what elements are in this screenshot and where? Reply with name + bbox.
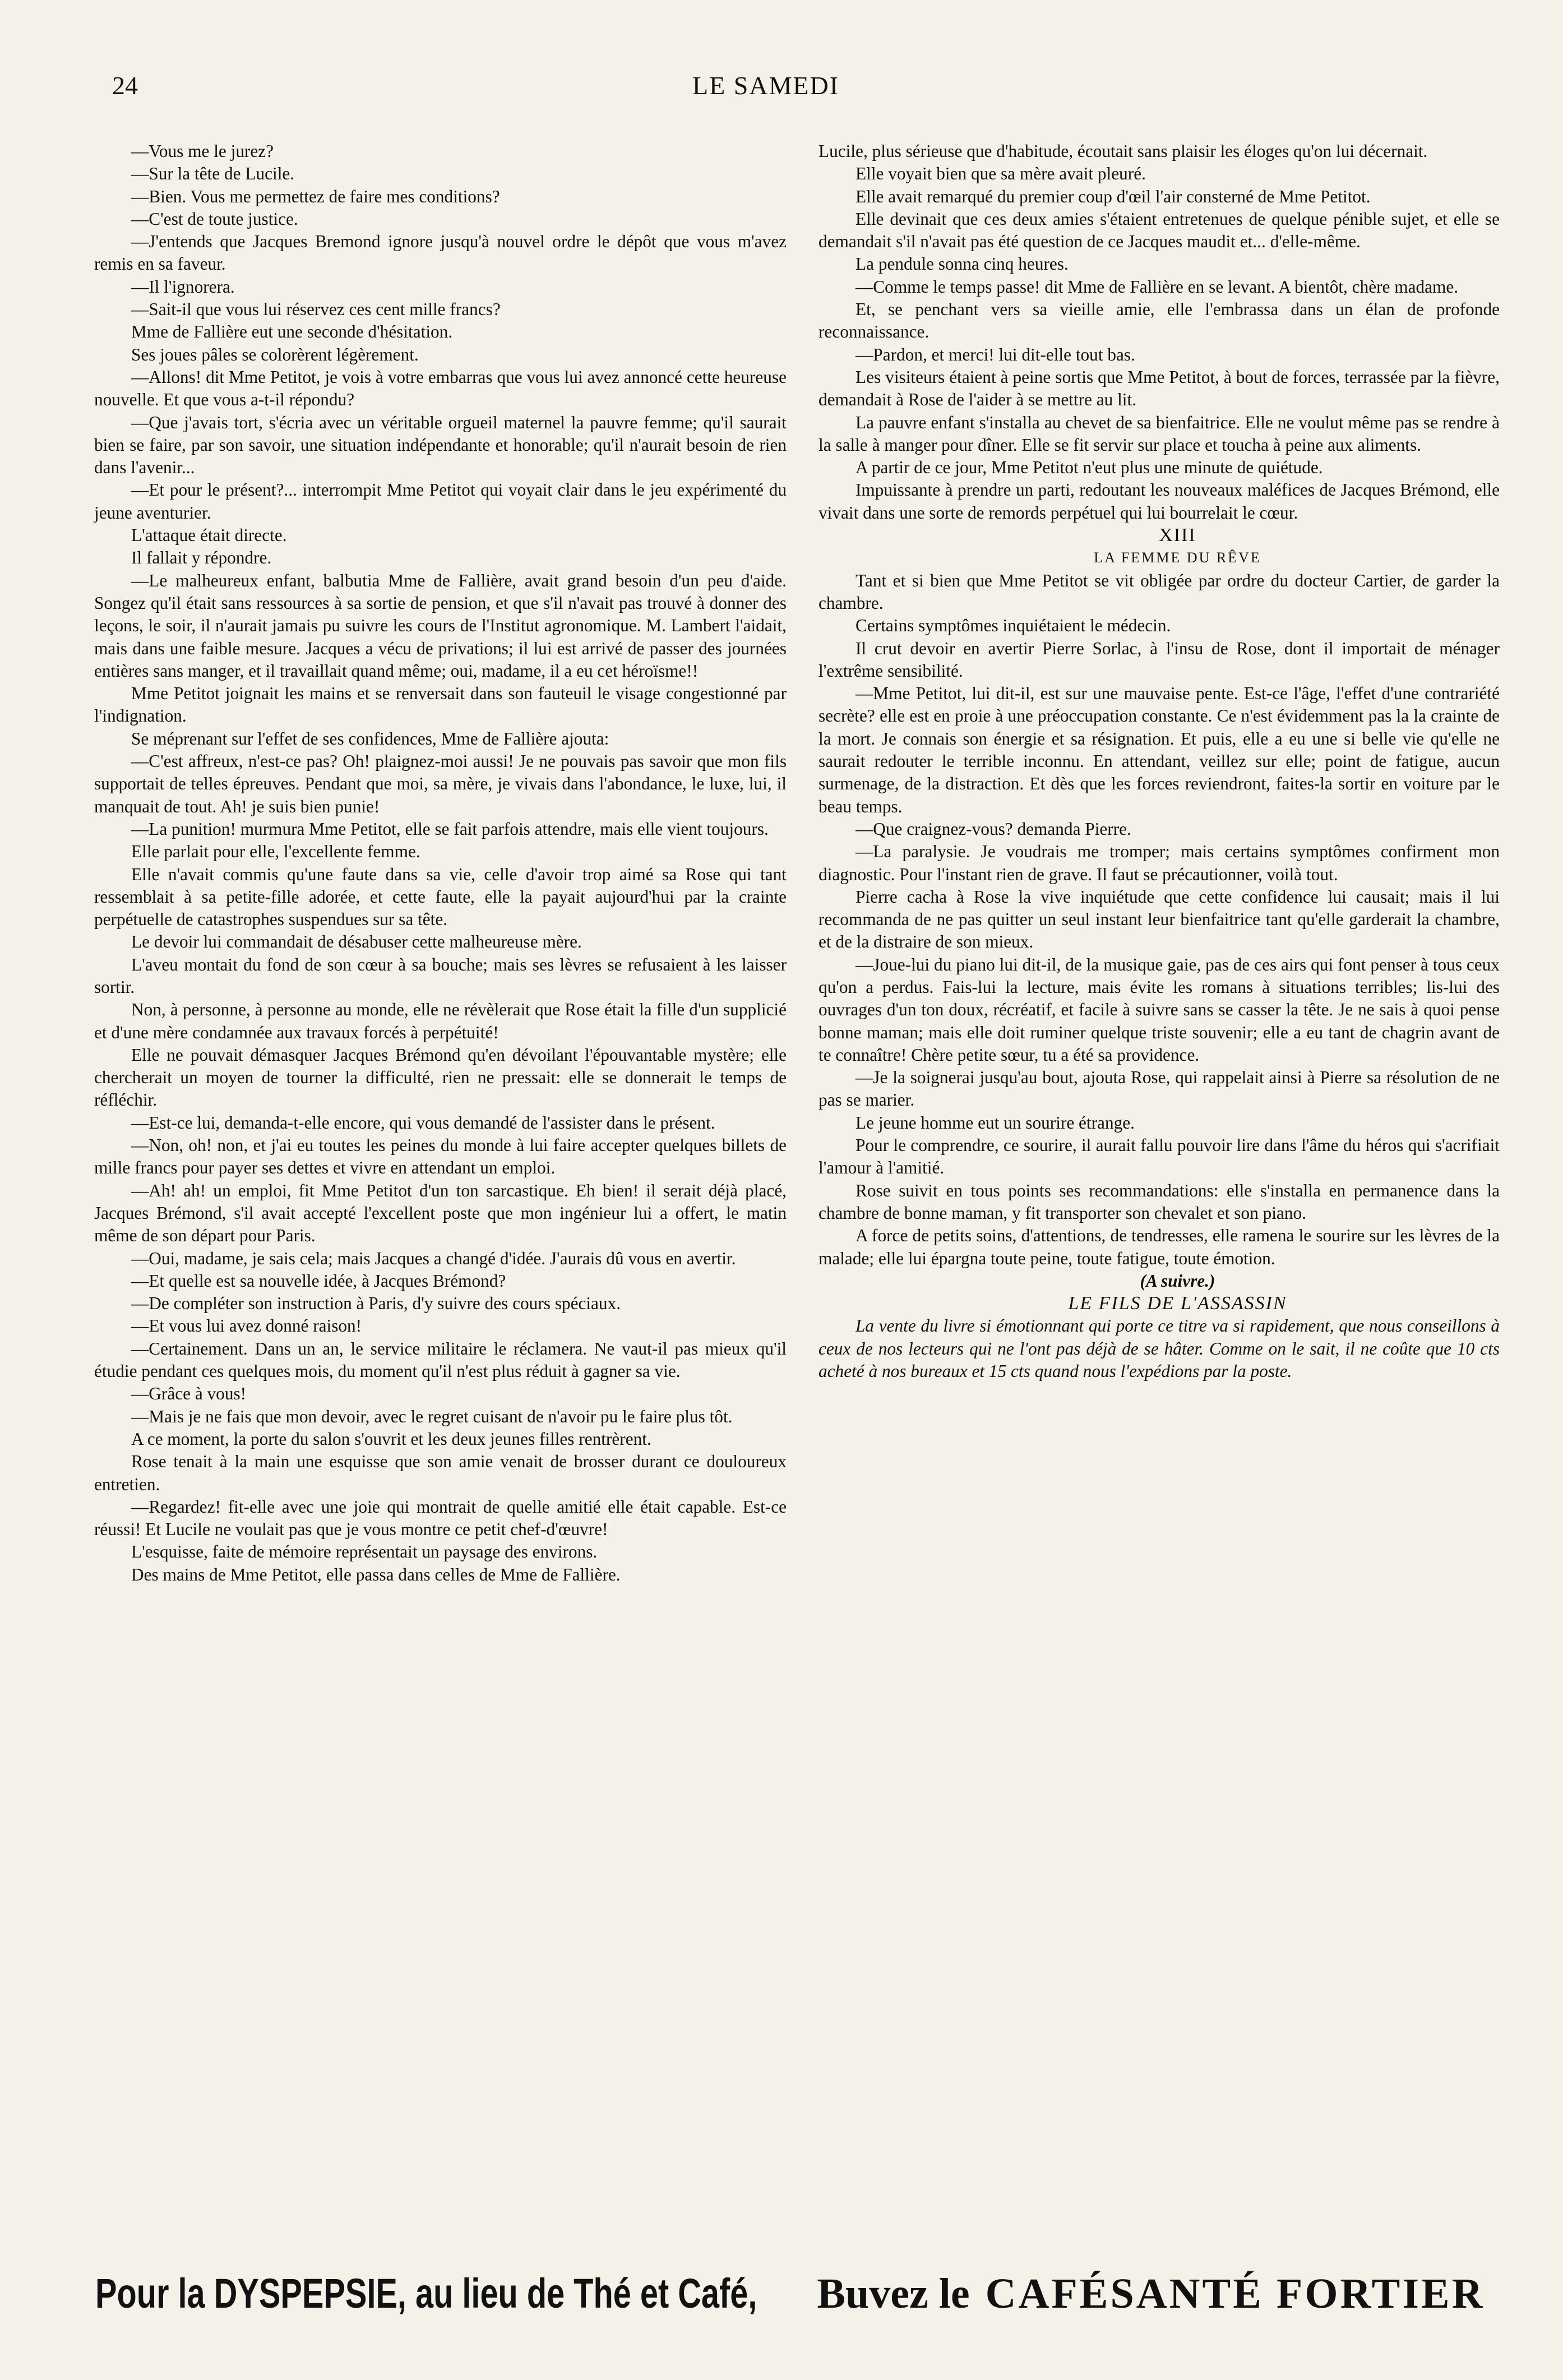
paragraph: L'attaque était directe.	[131, 525, 287, 546]
paragraph: Certains symptômes inquiétaient le médecin.	[856, 616, 1171, 636]
chapter-title: LA FEMME DU RÊVE	[1094, 549, 1261, 566]
paragraph: —Certainement. Dans un an, le service militaire le réclamera. Ne vaut-il pas mieux qu'il étudie pendant ces quelques mois, du moment qu'il n'est plus réduit à gagner sa vie.	[94, 1338, 787, 1381]
paragraph: Elle n'avait commis qu'une faute dans sa vie, celle d'avoir trop aimé sa Rose qui tant ressemblait à sa petite-fille adorée, et cette faute, elle la payait aujourd'hui par la crainte perpétuelle de catastrophes suspendues sur sa tête.	[94, 864, 787, 930]
paragraph: La pauvre enfant s'installa au chevet de sa bienfaitrice. Elle ne voulut même pas se rendre à la salle à manger pour dîner. Elle se fit servir sur place et toucha à peine aux aliments.	[819, 412, 1500, 455]
paragraph: Elle ne pouvait démasquer Jacques Brémond qu'en dévoilant l'épouvantable mystère; elle chercherait un moyen de tourner la difficulté, rien ne pressait: elle se donnerait le temps de réfléchir.	[94, 1045, 787, 1110]
paragraph: Tant et si bien que Mme Petitot se vit obligée par ordre du docteur Cartier, de garder la chambre.	[819, 570, 1500, 613]
paragraph: —J'entends que Jacques Bremond ignore jusqu'à nouvel ordre le dépôt que vous m'avez remis en sa faveur.	[94, 232, 787, 274]
paragraph: A force de petits soins, d'attentions, de tendresses, elle ramena le sourire sur les lèvres de la malade; elle lui épargna toute peine, toute fatigue, toute émotion.	[819, 1226, 1500, 1268]
paragraph: —Et vous lui avez donné raison!	[131, 1316, 362, 1336]
paragraph: Non, à personne, à personne au monde, elle ne révèlerait que Rose était la fille d'un supplicié et d'une mère condamnée aux travaux forcés à perpétuité!	[94, 1000, 787, 1042]
paragraph: Le devoir lui commandait de désabuser cette malheureuse mère.	[131, 932, 582, 952]
paragraph: —Allons! dit Mme Petitot, je vois à votre embarras que vous lui avez annoncé cette heureuse nouvelle. Et que vous a-t-il répondu?	[94, 367, 787, 410]
paragraph: Mme Petitot joignait les mains et se renversait dans son fauteuil le visage congestionné par l'indignation.	[94, 683, 787, 726]
paragraph: —Bien. Vous me permettez de faire mes conditions?	[131, 186, 500, 206]
paragraph: Les visiteurs étaient à peine sortis que Mme Petitot, à bout de forces, terrassée par la fièvre, demandait à Rose de l'aider à se mettre au lit.	[819, 367, 1500, 410]
paragraph: L'esquisse, faite de mémoire représentait un paysage des environs.	[131, 1542, 598, 1562]
paragraph: Lucile, plus sérieuse que d'habitude, écoutait sans plaisir les éloges qu'on lui décernait.	[819, 141, 1428, 161]
notice-text: La vente du livre si émotionnant qui porte ce titre va si rapidement, que nous conseillons à ceux de nos lecteurs qui ne l'ont pas déjà de se hâter. Comme on le sait, il ne coûte que 10 cts acheté à nos bureaux et 15 cts quand nous l'expédions par la poste.	[819, 1316, 1500, 1381]
page-title: LE SAMEDI	[692, 71, 840, 100]
paragraph: —Sait-il que vous lui réservez ces cent mille francs?	[131, 299, 501, 320]
notice-title: LE FILS DE L'ASSASSIN	[1068, 1293, 1287, 1314]
paragraph: —C'est de toute justice.	[131, 209, 298, 229]
paragraph: A ce moment, la porte du salon s'ouvrit et les deux jeunes filles rentrèrent.	[131, 1429, 651, 1449]
right-column-top-text	[819, 140, 1500, 524]
paragraph: Elle parlait pour elle, l'excellente femme.	[131, 842, 420, 862]
paragraph: —Que j'avais tort, s'écria avec un véritable orgueil maternel la pauvre femme; qu'il saurait bien se faire, par son savoir, une situation indépendante et honorable; qu'il n'aurait besoin de rien dans l'avenir...	[94, 412, 787, 478]
paragraph: —La punition! murmura Mme Petitot, elle se fait parfois attendre, mais elle vient toujours.	[131, 819, 769, 839]
paragraph: —Regardez! fit-elle avec une joie qui montrait de quelle amitié elle était capable. Est-ce réussi! Et Lucile ne voulait pas que je vous montre ce petit chef-d'œuvre!	[94, 1496, 787, 1540]
paragraph: —Comme le temps passe! dit Mme de Fallière en se levant. A bientôt, chère madame.	[856, 276, 1459, 297]
paragraph: —Et quelle est sa nouvelle idée, à Jacques Brémond?	[131, 1270, 506, 1291]
right-column	[819, 140, 1500, 1383]
advertisement-brand: CAFÉSANTÉ FORTIER	[985, 2270, 1485, 2317]
paragraph: —Est-ce lui, demanda-t-elle encore, qui vous demandé de l'assister dans le présent.	[131, 1112, 715, 1133]
paragraph: Rose tenait à la main une esquisse que son amie venait de brosser durant ce douloureux entretien.	[94, 1452, 787, 1494]
paragraph: —Non, oh! non, et j'ai eu toutes les peines du monde à lui faire accepter quelques billets de mille francs pour payer ses dettes et vivre en attendant un emploi.	[94, 1135, 787, 1178]
chapter-number: XIII	[1159, 525, 1196, 546]
paragraph: —Mme Petitot, lui dit-il, est sur une mauvaise pente. Est-ce l'âge, l'effet d'une contrariété secrète? elle est en proie à une préoccupation constante. Ce n'est évidemment pas la la crainte de la mort. Je connais son énergie et sa résignation. Et puis, elle a eu une si belle vie qu'elle ne saurait redouter le terrible inconnu. En attendant, veillez sur elle; point de fatigue, aucun surmenage, de la distraction. Et dès que les forces reviendront, faites-la sortir en voiture par le beau temps.	[819, 683, 1500, 816]
paragraph: —Pardon, et merci! lui dit-elle tout bas.	[856, 344, 1135, 364]
paragraph: Rose suivit en tous points ses recommandations: elle s'installa en permanence dans la chambre de bonne maman, y fit transporter son chevalet et son piano.	[819, 1180, 1500, 1223]
paragraph: Elle voyait bien que sa mère avait pleuré.	[856, 164, 1146, 184]
paragraph: Des mains de Mme Petitot, elle passa dans celles de Mme de Fallière.	[131, 1564, 621, 1584]
right-column-bottom-text	[819, 570, 1500, 1270]
paragraph: —Vous me le jurez?	[131, 141, 274, 161]
paragraph: —Et pour le présent?... interrompit Mme Petitot qui voyait clair dans le jeu expérimenté du jeune aventurier.	[94, 480, 787, 523]
to-be-continued: (A suivre.)	[1140, 1270, 1215, 1291]
paragraph: Se méprenant sur l'effet de ses confidences, Mme de Fallière ajouta:	[131, 728, 609, 748]
paragraph: L'aveu montait du fond de son cœur à sa bouche; mais ses lèvres se refusaient à les laisser sortir.	[94, 954, 787, 997]
paragraph: —Sur la tête de Lucile.	[131, 164, 295, 184]
paragraph: Il crut devoir en avertir Pierre Sorlac, à l'insu de Rose, dont il importait de ménager l'extrême sensibilité.	[819, 638, 1500, 681]
paragraph: —C'est affreux, n'est-ce pas? Oh! plaignez-moi aussi! Je ne pouvais pas savoir que mon fils supportait de telles épreuves. Pendant que moi, sa mère, je vivais dans l'abondance, le luxe, lui, il manquait de tout. Ah! je suis bien punie!	[94, 751, 787, 816]
page-number: 24	[112, 71, 138, 100]
paragraph: —Joue-lui du piano lui dit-il, de la musique gaie, pas de ces airs qui font penser à tous ceux qu'on a perdus. Fais-lui la lecture, mais évite les romans à situations terribles; lis-lui des ouvrages d'un ton doux, récréatif, et facile à suivre sans se casser la tête. Je ne sais à quoi pense bonne maman; mais elle doit ruminer quelque triste souvenir; elle a eu tant de chagrin avant de te connaître! Chère petite sœur, tu a été sa providence.	[819, 954, 1500, 1065]
paragraph: Elle devinait que ces deux amies s'étaient entretenues de quelque pénible sujet, et elle se demandait s'il n'avait pas été question de ce Jacques maudit et... d'elle-même.	[819, 209, 1500, 252]
paragraph: —Ah! ah! un emploi, fit Mme Petitot d'un ton sarcastique. Eh bien! il serait déjà placé, Jacques Brémond, s'il avait accepté l'excellent poste que mon ingénieur lui a offert, le matin même de son départ pour Paris.	[94, 1180, 787, 1246]
paragraph: —La paralysie. Je voudrais me tromper; mais certains symptômes confirment mon diagnostic. Pour l'instant rien de grave. Il faut se précautionner, voilà tout.	[819, 842, 1500, 884]
paragraph: Et, se penchant vers sa vieille amie, elle l'embrassa dans un élan de profonde reconnaissance.	[819, 299, 1500, 342]
paragraph: Mme de Fallière eut une seconde d'hésitation.	[131, 322, 453, 342]
paragraph: —Oui, madame, je sais cela; mais Jacques a changé d'idée. J'aurais dû vous en avertir.	[131, 1248, 736, 1268]
advertisement-middle: Buvez le	[817, 2270, 970, 2317]
page-header	[112, 71, 1497, 110]
paragraph: —Mais je ne fais que mon devoir, avec le regret cuisant de n'avoir pu le faire plus tôt.	[131, 1406, 733, 1426]
left-column	[94, 140, 787, 1586]
paragraph: —De compléter son instruction à Paris, d'y suivre des cours spéciaux.	[131, 1293, 621, 1314]
paragraph: Pierre cacha à Rose la vive inquiétude que cette confidence lui causait; mais il lui recommanda de ne pas quitter un seul instant leur bienfaitrice tant qu'elle garderait la chambre, et de la distraire de son mieux.	[819, 886, 1500, 952]
paragraph: —Le malheureux enfant, balbutia Mme de Fallière, avait grand besoin d'un peu d'aide. Songez qu'il était sans ressources à sa sortie de pension, et que s'il n'avait pas trouvé à donner des leçons, le soir, il n'aurait jamais pu suivre les cours de l'Institut agronomique. M. Lambert l'aidait, mais dans une faible mesure. Jacques a vécu de privations; il lui est arrivé de passer des journées entières sans manger, et il travaillait quand même; oui, madame, il a eu cet héroïsme!!	[94, 570, 787, 681]
advertisement-banner	[95, 2270, 1497, 2331]
paragraph: —Il l'ignorera.	[131, 276, 235, 297]
paragraph: —Que craignez-vous? demanda Pierre.	[856, 819, 1131, 839]
paragraph: La pendule sonna cinq heures.	[856, 254, 1069, 274]
paragraph: Elle avait remarqué du premier coup d'œil l'air consterné de Mme Petitot.	[856, 186, 1371, 206]
paragraph: A partir de ce jour, Mme Petitot n'eut plus une minute de quiétude.	[856, 457, 1323, 478]
advertisement-lead: Pour la DYSPEPSIE, au lieu de Thé et Café,	[95, 2270, 757, 2317]
paragraph: Ses joues pâles se colorèrent légèrement.	[131, 344, 419, 364]
paragraph: Pour le comprendre, ce sourire, il aurait fallu pouvoir lire dans l'âme du héros qui s'acrifiait l'amour à l'amitié.	[819, 1135, 1500, 1178]
paragraph: Il fallait y répondre.	[131, 548, 272, 568]
paragraph: Impuissante à prendre un parti, redoutant les nouveaux maléfices de Jacques Brémond, elle vivait dans une sorte de remords perpétuel qui lui bourrelait le cœur.	[819, 480, 1500, 523]
paragraph: Le jeune homme eut un sourire étrange.	[856, 1112, 1135, 1133]
paragraph: —Je la soignerai jusqu'au bout, ajouta Rose, qui rappelait ainsi à Pierre sa résolution de ne pas se marier.	[819, 1067, 1500, 1110]
paragraph: —Grâce à vous!	[131, 1384, 247, 1404]
